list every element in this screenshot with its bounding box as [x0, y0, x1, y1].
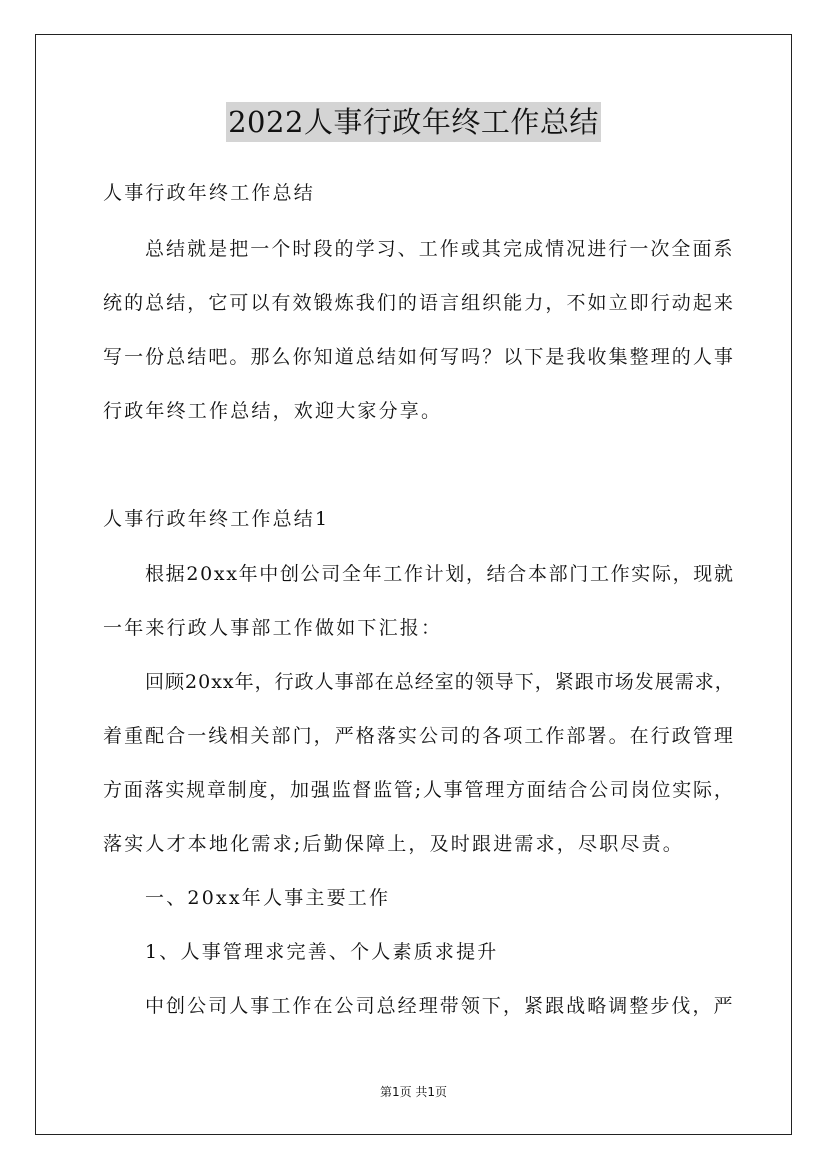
paragraph-line: 根据20xx年中创公司全年工作计划，结合本部门工作实际，现就	[145, 563, 735, 585]
subheading: 1、人事管理求完善、个人素质求提升	[145, 941, 499, 963]
paragraph-line: 中创公司人事工作在公司总经理带领下，紧跟战略调整步伐，严	[145, 995, 735, 1017]
subheading: 一、20xx年人事主要工作	[145, 887, 391, 909]
section-heading: 人事行政年终工作总结	[103, 182, 316, 204]
document-title-wrap	[0, 102, 827, 142]
paragraph-line: 一年来行政人事部工作做如下汇报：	[103, 617, 443, 639]
paragraph-line: 回顾20xx年，行政人事部在总经室的领导下，紧跟市场发展需求，	[145, 671, 735, 693]
paragraph-line: 写一份总结吧。那么你知道总结如何写吗？以下是我收集整理的人事	[103, 346, 736, 368]
paragraph-line: 总结就是把一个时段的学习、工作或其完成情况进行一次全面系	[145, 238, 735, 260]
section-heading: 人事行政年终工作总结1	[103, 508, 330, 530]
document-title: 2022人事行政年终工作总结	[226, 102, 601, 142]
paragraph-line: 统的总结，它可以有效锻炼我们的语言组织能力，不如立即行动起来	[103, 292, 736, 314]
paragraph-line: 行政年终工作总结，欢迎大家分享。	[103, 400, 443, 422]
paragraph-line: 落实人才本地化需求;后勤保障上，及时跟进需求，尽职尽责。	[103, 833, 685, 855]
paragraph-line: 方面落实规章制度，加强监督监管;人事管理方面结合公司岗位实际，	[103, 779, 735, 801]
paragraph-line: 着重配合一线相关部门，严格落实公司的各项工作部署。在行政管理	[103, 725, 736, 747]
page-footer: 第1页 共1页	[379, 1085, 448, 1099]
